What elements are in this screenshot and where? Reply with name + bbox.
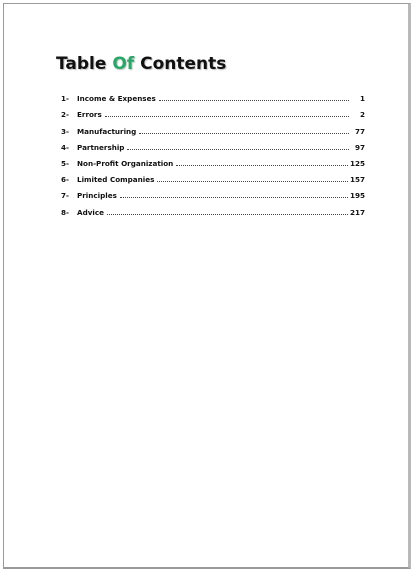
title-part-3: Contents [134,54,227,74]
toc-page-number: 217 [349,207,365,217]
toc-entry[interactable] [61,152,365,168]
toc-page-number: 125 [349,158,365,168]
leader-dots [159,100,349,101]
leader-dots [107,214,348,215]
toc-page-number: 2 [359,110,365,120]
toc-number: 4- [61,142,69,152]
toc-number: 1- [61,94,69,104]
toc-page-number: 77 [354,126,365,136]
toc-label: Errors [77,110,102,120]
toc-entry[interactable] [61,136,365,152]
toc-entry[interactable] [61,200,365,216]
toc-label: Manufacturing [77,126,137,136]
title-part-1: Table [56,54,113,74]
toc-number: 6- [61,175,69,185]
toc-number: 8- [61,207,69,217]
page-title [56,54,226,74]
toc-label: Advice [77,207,104,217]
toc-label: Income & Expenses [77,94,156,104]
toc-page-number: 97 [354,142,365,152]
leader-dots [105,116,349,117]
toc-label: Partnership [77,142,125,152]
toc-number: 7- [61,191,69,201]
toc-label: Principles [77,191,117,201]
leader-dots [127,149,349,150]
table-of-contents [61,87,365,217]
leader-dots [139,133,349,134]
leader-dots [120,197,348,198]
toc-entry[interactable] [61,87,365,103]
toc-number: 2- [61,110,69,120]
document-page [3,3,411,569]
toc-entry[interactable] [61,168,365,184]
leader-dots [176,165,348,166]
leader-dots [157,181,348,182]
title-part-2: Of [112,54,135,74]
toc-page-number: 195 [349,191,365,201]
toc-number: 3- [61,126,69,136]
toc-entry[interactable] [61,119,365,135]
toc-page-number: 1 [359,94,365,104]
toc-entry[interactable] [61,184,365,200]
toc-label: Non-Profit Organization [77,158,174,168]
toc-label: Limited Companies [77,175,155,185]
toc-entry[interactable] [61,103,365,119]
toc-page-number: 157 [349,175,365,185]
toc-number: 5- [61,158,69,168]
